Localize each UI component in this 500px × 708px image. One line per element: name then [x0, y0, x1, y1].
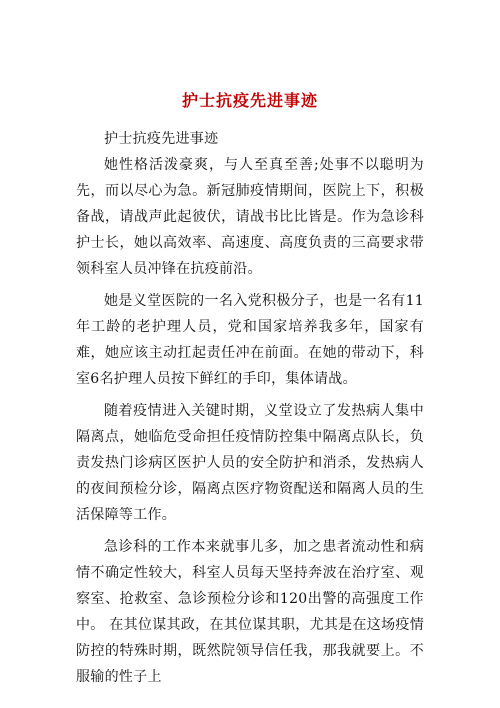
- paragraph: 急诊科的工作本来就事儿多，加之患者流动性和病情不确定性较大，科室人员每天坚持奔波在治疗室、观察室、抢救室、急诊预检分诊和120出警的高强度工作中。 在其位谋其政，在其位谋其职，尤其是在这场疫情防控的特殊时期，既然院领导信任我，那我就要上。不服输的性子上: [76, 539, 424, 685]
- paragraph: 她是义堂医院的一名入党积极分子，也是一名有11年工龄的老护理人员，党和国家培养我多年，国家有难，她应该主动扛起责任冲在前面。在她的带动下，科室6名护理人员按下鲜红的手印，集体请战。: [76, 293, 424, 387]
- paragraph-heading: 护士抗疫先进事迹: [104, 131, 219, 147]
- document-body: [76, 126, 424, 696]
- document-title: 护士抗疫先进事迹: [181, 91, 318, 110]
- paragraph: 她性格活泼豪爽，与人至真至善;处事不以聪明为先，而以尽心为急。新冠肺疫情期间，医院上下，积极备战，请战声此起彼伏，请战书比比皆是。作为急诊科护士长，她以高效率、高速度、高度负责的三高要求带领科室人员冲锋在抗疫前沿。: [76, 157, 424, 277]
- paragraph: 随着疫情进入关键时期，义堂设立了发热病人集中隔离点，她临危受命担任疫情防控集中隔离点队长，负责发热门诊病区医护人员的安全防护和消杀，发热病人的夜间预检分诊，隔离点医疗物资配送和隔离人员的生活保障等工作。: [76, 403, 424, 523]
